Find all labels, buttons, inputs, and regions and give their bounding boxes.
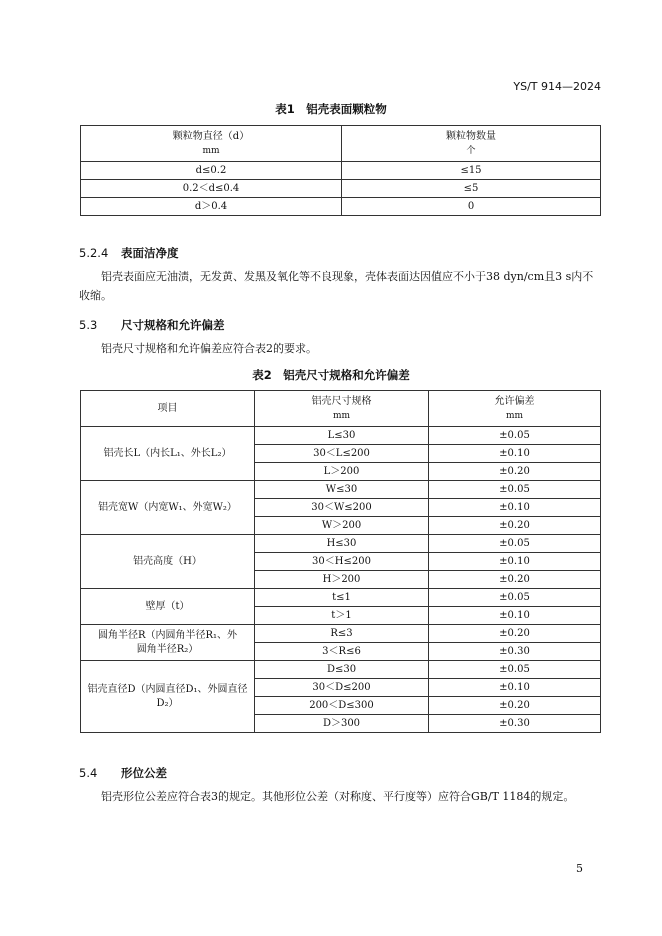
table-group-label: 铝壳宽W（内宽W₁、外宽W₂） xyxy=(81,481,255,535)
table-cell: 0 xyxy=(342,198,601,216)
table-cell: ±0.05 xyxy=(429,535,601,553)
table-row xyxy=(81,481,601,499)
section-heading-5-3 xyxy=(79,317,225,333)
table-cell: t＞1 xyxy=(255,607,429,625)
table1-header-count-label: 颗粒物数量 xyxy=(446,130,496,142)
table-cell: 30＜H≤200 xyxy=(255,553,429,571)
table-cell: ≤15 xyxy=(342,162,601,180)
table-cell: 30＜D≤200 xyxy=(255,679,429,697)
table2-header-tolerance xyxy=(429,391,601,427)
table-group-label: 铝壳高度（H） xyxy=(81,535,255,589)
table2-header-tolerance-label: 允许偏差 xyxy=(494,395,535,407)
table-cell: ±0.10 xyxy=(429,679,601,697)
table-cell: ±0.10 xyxy=(429,445,601,463)
table-cell: W＞200 xyxy=(255,517,429,535)
paragraph-surface-cleanliness: 铝壳表面应无油渍，无发黄、发黑及氧化等不良现象，壳体表面达因值应不小于38 dyn/cm且3 s内不收缩。 xyxy=(79,270,594,302)
paragraph-geometric-tolerance: 铝壳形位公差应符合表3的规定。其他形位公差（对称度、平行度等）应符合GB/T 1184的规定。 xyxy=(101,790,575,803)
table-cell: ±0.05 xyxy=(429,427,601,445)
table-cell: ±0.20 xyxy=(429,697,601,715)
table-cell: W≤30 xyxy=(255,481,429,499)
table-cell: ±0.10 xyxy=(429,499,601,517)
section-title: 形位公差 xyxy=(121,766,167,780)
table-cell: ±0.05 xyxy=(429,589,601,607)
table1 xyxy=(80,125,601,216)
table-cell: D≤30 xyxy=(255,661,429,679)
table-cell: ≤5 xyxy=(342,180,601,198)
table-cell: D＞300 xyxy=(255,715,429,733)
section-heading-5-2-4 xyxy=(79,245,179,261)
table-cell: 3＜R≤6 xyxy=(255,643,429,661)
table-cell: 0.2＜d≤0.4 xyxy=(81,180,342,198)
table-row xyxy=(81,661,601,679)
table-cell: ±0.30 xyxy=(429,643,601,661)
table1-header-diameter xyxy=(81,126,342,162)
table-row xyxy=(81,535,601,553)
paragraph-dimensions: 铝壳尺寸规格和允许偏差应符合表2的要求。 xyxy=(101,342,317,355)
page-number: 5 xyxy=(576,862,583,875)
table-cell: H＞200 xyxy=(255,571,429,589)
table2-header-spec xyxy=(255,391,429,427)
table2-header-tolerance-unit: mm xyxy=(505,410,524,421)
table-cell: L＞200 xyxy=(255,463,429,481)
table2-caption: 表2 铝壳尺寸规格和允许偏差 xyxy=(252,368,410,382)
table-group-label: 铝壳直径D（内圆直径D₁、外圆直径D₂） xyxy=(81,661,255,733)
table-row xyxy=(81,162,601,180)
table-cell: d＞0.4 xyxy=(81,198,342,216)
section-heading-5-4 xyxy=(79,765,167,781)
table-cell: ±0.20 xyxy=(429,517,601,535)
table2-header-spec-unit: mm xyxy=(332,410,351,421)
table-cell: ±0.20 xyxy=(429,463,601,481)
table-group-label: 圆角半径R（内圆角半径R₁、外圆角半径R₂） xyxy=(81,625,255,661)
section-number: 5.3 xyxy=(79,318,98,332)
table-group-label: 壁厚（t） xyxy=(81,589,255,625)
table-group-label: 铝壳长L（内长L₁、外长L₂） xyxy=(81,427,255,481)
table-cell: H≤30 xyxy=(255,535,429,553)
section-title: 表面洁净度 xyxy=(121,246,179,260)
table-row xyxy=(81,427,601,445)
section-number: 5.4 xyxy=(79,766,98,780)
section-title: 尺寸规格和允许偏差 xyxy=(121,318,225,332)
section-number: 5.2.4 xyxy=(79,246,109,260)
table-row xyxy=(81,589,601,607)
table-cell: ±0.30 xyxy=(429,715,601,733)
standard-code: YS/T 914—2024 xyxy=(513,80,601,93)
table-cell: ±0.20 xyxy=(429,571,601,589)
table-cell: d≤0.2 xyxy=(81,162,342,180)
table-cell: 200＜D≤300 xyxy=(255,697,429,715)
table2-header-spec-label: 铝壳尺寸规格 xyxy=(311,395,372,407)
table1-header-count xyxy=(342,126,601,162)
table-cell: ±0.05 xyxy=(429,481,601,499)
table-cell: ±0.10 xyxy=(429,553,601,571)
table1-caption: 表1 铝壳表面颗粒物 xyxy=(275,102,387,116)
table1-header-diameter-unit: mm xyxy=(202,145,220,156)
table2 xyxy=(80,390,601,733)
table1-header-diameter-label: 颗粒物直径（d） xyxy=(172,130,250,142)
table-cell: ±0.20 xyxy=(429,625,601,643)
table-cell: ±0.10 xyxy=(429,607,601,625)
table-cell: t≤1 xyxy=(255,589,429,607)
table-row xyxy=(81,198,601,216)
table-cell: ±0.05 xyxy=(429,661,601,679)
table-row xyxy=(81,180,601,198)
table-row xyxy=(81,625,601,643)
table-cell: 30＜W≤200 xyxy=(255,499,429,517)
table2-header-item: 项目 xyxy=(81,391,255,427)
table1-header-count-unit: 个 xyxy=(466,145,476,156)
table-cell: 30＜L≤200 xyxy=(255,445,429,463)
table-cell: R≤3 xyxy=(255,625,429,643)
table-cell: L≤30 xyxy=(255,427,429,445)
